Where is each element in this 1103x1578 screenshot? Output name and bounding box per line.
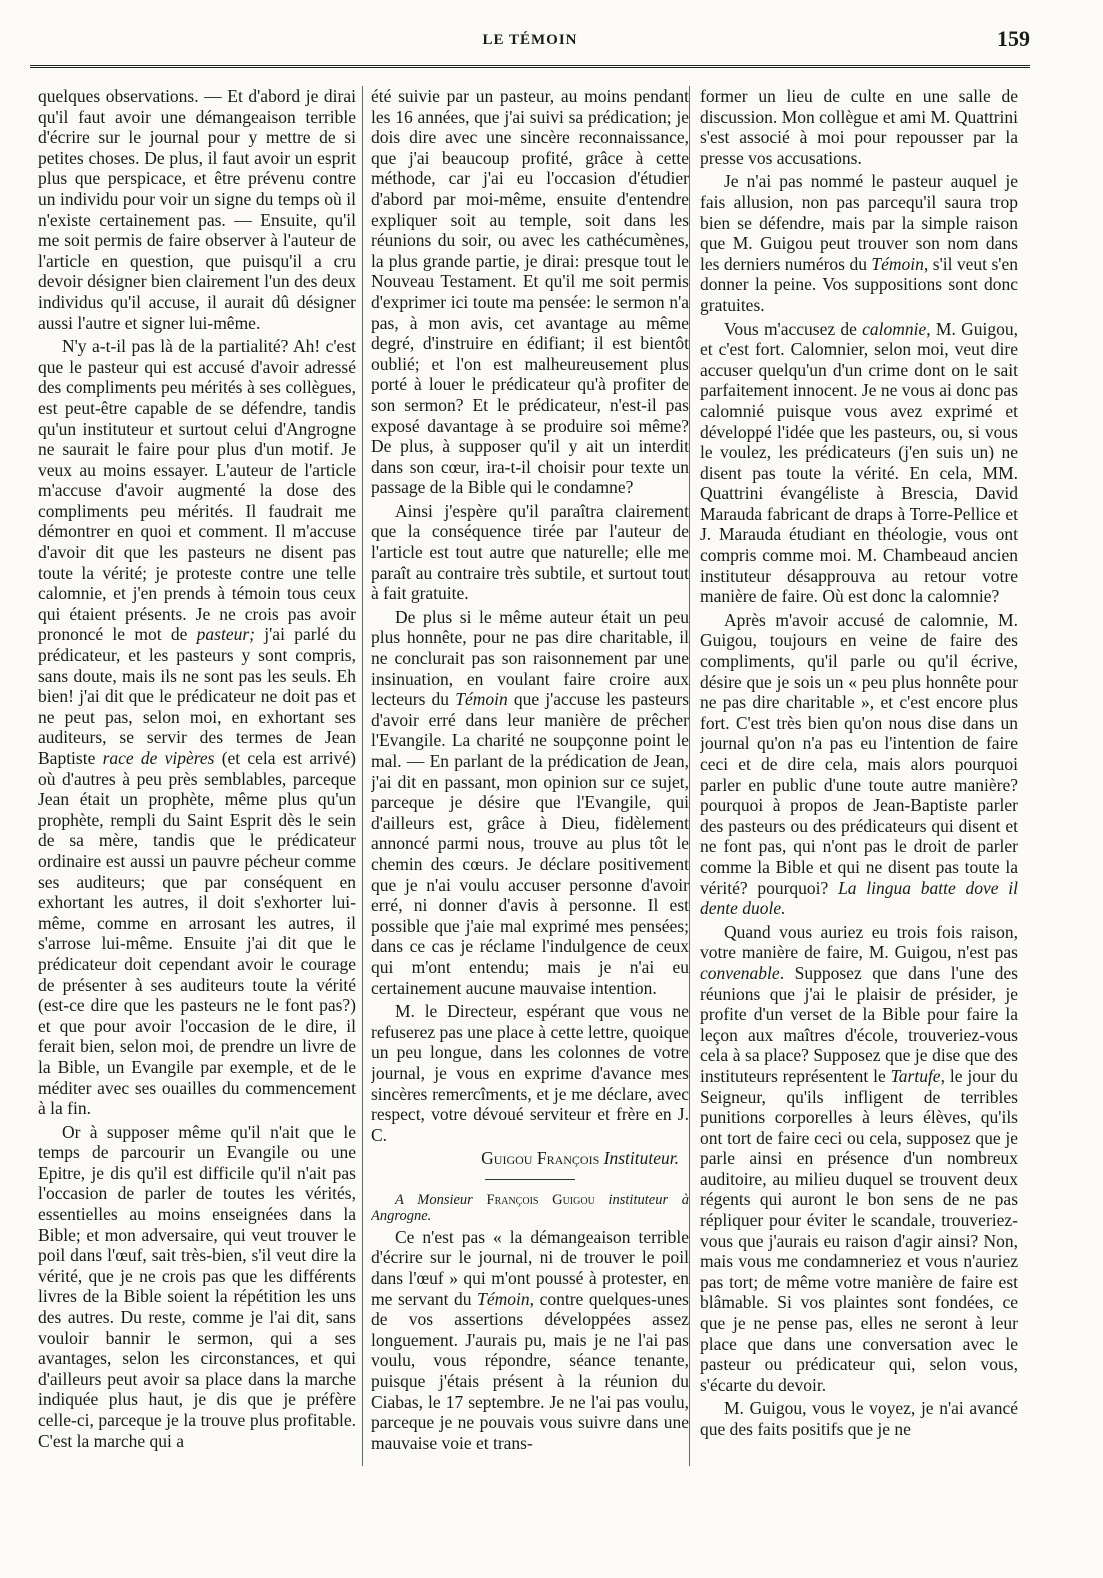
text-run: , M. Guigou, et c'est fort. Calomnier, selon moi, veut dire accuser quelqu'un d'un crime dont on le sait parfaitement innocent. Je ne vous ai donc pas calomnié puisque vous avez exprimé et développé l'idée que les pasteurs, ou, si vous le voulez, les prédicateurs (j'en suis un) ne disent pas toute la vérité. En cela, MM. Quattrini évangéliste à Brescia, David Marauda fabricant de draps à Torre-Pellice et J. Marauda étudiant en théologie, vous ont compris comme moi. M. Chambeaud ancien instituteur désapprouva au retour votre manière de faire. Où est donc la calomnie?	[700, 318, 1018, 607]
page-header	[30, 28, 1030, 58]
text-run: De plus si le même auteur était un peu plus honnête, pour ne pas dire charitable, il ne conclurait pas son raisonnement par une insinuation, en voulant faire croire aux lecteurs du	[371, 606, 689, 710]
text-run: , le jour du Seigneur, qu'ils infligent de terribles punitions corporelles à leurs élèves, qu'ils ont tort de faire ceci ou cela, supposez que je parle ainsi en présence d'un nombreux auditoire, au milieu duquel se trouvent deux régents qui auront le bon sens de ne pas répliquer pour éviter le scandale, trouveriez-vous que j'aurais eu raison d'agir ainsi? Non, mais vous me condamneriez et vous n'auriez pas tort; de même votre manière de faire est blâmable. Si vos plaintes sont fondées, ce que je ne pense pas, elles ne seront à leur place que dans une conversation avec le pasteur ou prédicateur qui, selon vous, s'écarte du devoir.	[700, 1065, 1018, 1395]
address-lead: A Monsieur	[395, 1191, 473, 1208]
text-run: Quand vous auriez eu trois fois raison, votre manière de faire, M. Guigou, n'est pas	[700, 921, 1018, 963]
paragraph	[700, 922, 1018, 1396]
address-name: François Guigou	[486, 1191, 595, 1208]
paragraph	[371, 607, 689, 998]
emphasis: convenable	[700, 962, 780, 983]
paragraph: été suivie par un pasteur, au moins pendant les 16 années, que j'ai suivi sa prédication; je dois dire avec une sincère reconnaissance, que j'ai beaucoup profité, grâce à cette méthode, car j'ai eu l'occasion d'étudier d'abord par moi-même, ensuite d'entendre expliquer soit au temple, soit dans les réunions du soir, ou avec les cathécumènes, la plus grande partie, je dirai: presque tout le Nouveau Testament. Et qu'il me soit permis d'exprimer ici toute ma pensée: le sermon n'a pas, à mon avis, cet avantage au même degré, d'instruire en édifiant; il est bientôt oublié; et l'on est malheureusement plus porté à louer le prédicateur qu'à profiter de son sermon? Et le prédicateur, n'est-il pas exposé davantage à se produire soi même? De plus, à supposer qu'il y ait un interdit dans son cœur, ira-t-il choisir pour texte un passage de la Bible qui le condamne?	[371, 86, 689, 498]
text-run: , contre quelques-unes de vos assertions développées assez longuement. J'aurais pu, mais je ne l'ai pas voulu, vous répondre, séance tenante, puisque j'étais présent à la réunion du Ciabas, le 17 septembre. Je ne l'ai pas voulu, parceque je ne pouvais vous suivre dans une mauvaise voie et trans-	[371, 1288, 689, 1453]
text-run: , s'il veut s'en donner la peine. Vos suppositions sont donc gratuites.	[700, 253, 1018, 315]
letter-address	[371, 1192, 689, 1224]
signature	[371, 1148, 689, 1169]
signature-name: Guigou François	[481, 1148, 600, 1169]
paragraph: Or à supposer même qu'il n'ait que le temps de parcourir un Evangile ou une Epitre, je dis qu'il est difficile qu'il n'ait pas l'occasion de parler de toutes les vérités, essentielles au moins enseignées dans la Bible; et mon adversaire, qui veut trouver le poil dans l'œuf, sait très-bien, s'il veut dire la vérité, que je ne crois pas que les différents livres de la Bible soient la répétition les uns des autres. Du reste, comme je l'ai dit, sans vouloir bannir le sermon, qui a ses avantages, selon les circonstances, et qui d'ailleurs peut avoir sa place dans la marche indiquée plus haut, je dis que je préfère celle-ci, parceque je la trouve plus profitable. C'est la marche qui a	[38, 1121, 356, 1451]
text-run: Je n'ai pas nommé le pasteur auquel je fais allusion, non pas parcequ'il saura trop bien se défendre, mais par la simple raison que M. Guigou peut trouver son nom dans les derniers numéros du	[700, 171, 1018, 274]
emphasis: Tartufe	[890, 1065, 941, 1086]
text-run: (et cela est arrivé) où d'autres à peu près semblables, parceque Jean était un prophète, même plus qu'un prophète, rempli du Saint Esprit dès le sein de sa mère, tandis que le prédicateur ordinaire est aussi un pauvre pécheur comme ses auditeurs; que par conséquent en exhortant les autres, il doit s'exhorter lui-même, comme en arrosant les autres, il s'arrose lui-même. Ensuite j'ai dit que le prédicateur doit cependant avoir le courage de présenter à ses auditeurs toute la vérité (est-ce dire que les pasteurs ne le font pas?) et que pour avoir l'occasion de le dire, il ferait bien, selon moi, de prendre un livre de la Bible, un Evangile par exemple, et de le méditer avec ses ouailles du commencement à la fin.	[38, 748, 356, 1119]
paragraph	[700, 171, 1018, 315]
emphasis: La lingua batte dove il dente duole.	[700, 877, 1018, 919]
emphasis: Témoin	[477, 1288, 530, 1309]
header-rule	[30, 65, 1030, 68]
text-run: Après m'avoir accusé de calomnie, M. Guigou, toujours en veine de faire des compliments, qu'il parle ou qu'il écrive, désire que je sois un « peu plus honnête pour ne pas dire charitable », et c'est encore plus fort. C'est très bien qu'on nous dise dans un journal qu'on n'a pas eu l'intention de faire ceci et de dire cela, mais alors pourquoi parler en public d'une toute autre manière? pourquoi à propos de Jean-Baptiste parler des pasteurs ou des prédicateurs qui disent et ne font pas, qui n'ont pas le droit de parler comme la Bible et qui ne disent pas toute la vérité? pourquoi?	[700, 609, 1018, 898]
paragraph: M. Guigou, vous le voyez, je n'ai avancé que des faits positifs que je ne	[700, 1398, 1018, 1439]
column-divider-2	[689, 86, 690, 1466]
page-number: 159	[997, 26, 1030, 51]
emphasis: pasteur;	[196, 624, 255, 645]
column-3	[700, 86, 1018, 1556]
section-separator	[485, 1179, 575, 1180]
running-title: LE TÉMOIN	[482, 32, 578, 48]
paragraph	[371, 1227, 689, 1454]
column-divider-1	[362, 86, 363, 1466]
paragraph	[38, 336, 356, 1119]
text-run: Ce n'est pas « la démangeaison terrible d'écrire sur le journal, ni de trouver le poil dans l'œuf » qui m'ont poussé à protester, en me servant du	[371, 1226, 689, 1309]
text-run: . Supposez que dans l'une des réunions que j'ai le plaisir de présider, je profite d'un verset de la Bible pour faire la leçon aux maîtres d'école, trouveriez-vous cela à sa place? Supposez que je dise que des instituteurs représentent le	[700, 962, 1018, 1086]
paragraph	[700, 610, 1018, 919]
text-run: j'ai parlé du prédicateur, et les pasteurs y sont compris, sans doute, mais ils ne sont pas les seuls. Eh bien! j'ai dit que le prédicateur ne doit pas et ne peut pas, selon moi, en exhortant ses auditeurs, se servir des termes de Jean Baptiste	[38, 624, 356, 768]
paragraph: Ainsi j'espère qu'il paraîtra clairement que la conséquence tirée par l'auteur de l'article est tout autre que naturelle; elle me paraît au contraire très subtile, et surtout tout à fait gratuite.	[371, 500, 689, 604]
paragraph	[700, 319, 1018, 607]
emphasis: race de vipères	[102, 748, 215, 768]
emphasis: Témoin	[871, 253, 924, 274]
emphasis: Témoin	[455, 689, 508, 710]
signature-title: Instituteur.	[603, 1148, 679, 1169]
text-run: que j'accuse les pasteurs d'avoir erré dans leur manière de prêcher l'Evangile. La charité ne soupçonne point le mal. — En parlant de la prédication de Jean, j'ai dit en passant, mon opinion sur ce sujet, parceque je désire que l'Evangile, qui d'ailleurs est, grâce à Dieu, fidèlement annoncé parmi nous, trouve au plus tôt le chemin des cœurs. Je déclare positivement que je n'ai voulu accuser personne d'avoir erré, ni donner d'avis à personne. Il est possible que j'aie mal exprimé mes pensées; dans ce cas je réclame l'indulgence de ceux qui m'ont entendu; mais je n'ai eu certainement aucune mauvaise intention.	[371, 689, 689, 998]
emphasis: calomnie	[862, 318, 927, 339]
paragraph: quelques observations. — Et d'abord je dirai qu'il faut avoir une démangeaison terrible d'écrire sur le journal pour y mettre de si petites choses. De plus, il faut avoir un esprit plus que perspicace, et être prévenu contre un individu pour voir un signe du temps où il n'existe certainement pas. — Ensuite, qu'il me soit permis de faire observer à l'auteur de l'article en question, que puisqu'il a cru devoir désigner bien clairement l'un des deux individus qu'il accuse, il aurait dû désigner aussi l'autre et signer lui-même.	[38, 86, 356, 333]
paragraph: former un lieu de culte en une salle de discussion. Mon collègue et ami M. Quattrini s'est associé à moi pour repousser par la presse vos accusations.	[700, 86, 1018, 168]
text-run: N'y a-t-il pas là de la partialité? Ah! c'est que le pasteur qui est accusé d'avoir adressé des compliments peu mérités à ses collègues, est peut-être capable de se défendre, tandis qu'un instituteur et surtout celui d'Angrogne ne saurait le faire pour plus d'un motif. Je veux au moins essayer. L'auteur de l'article m'accuse d'avoir augmenté la dose des compliments peu mérités. Il faudrait me démontrer en quoi et comment. Il m'accuse d'avoir dit que les pasteurs ne disent pas toute la vérité; je proteste contre une telle calomnie, et j'en prends à témoin tous ceux qui étaient présents. Je ne crois pas avoir prononcé le mot de	[38, 336, 356, 645]
text-run: Vous m'accusez de	[724, 318, 863, 339]
address-rest: instituteur à Angrogne.	[371, 1191, 689, 1224]
paragraph: M. le Directeur, espérant que vous ne refuserez pas une place à cette lettre, quoique un peu longue, dans les colonnes de votre journal, je vous en exprime d'avance mes sincères remercîments, et je me déclare, avec respect, votre dévoué serviteur et frère en J. C.	[371, 1001, 689, 1145]
column-1	[38, 86, 356, 1556]
column-2	[371, 86, 689, 1556]
